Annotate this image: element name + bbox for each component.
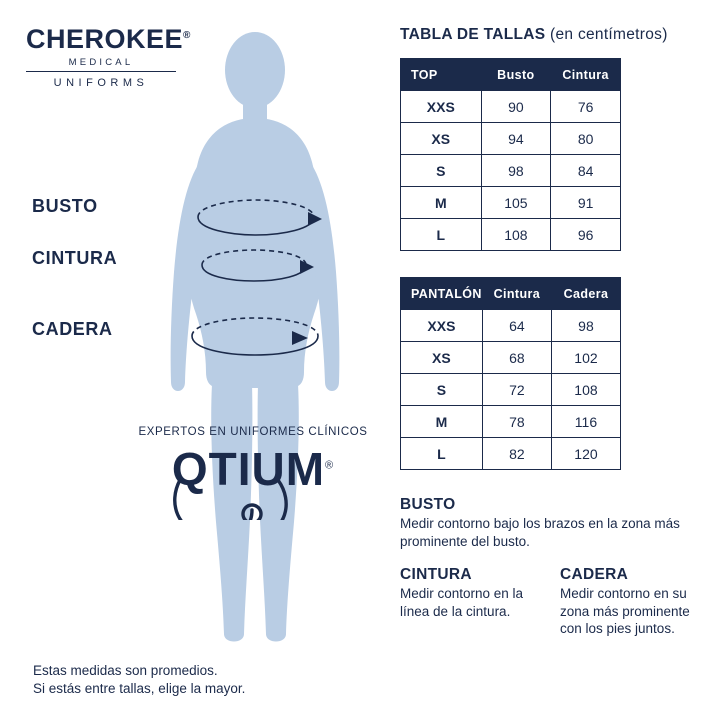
table-top-header-cintura: Cintura [551,59,621,91]
label-cintura: CINTURA [32,248,118,268]
table-top-header-row [401,59,621,91]
size-chart-title [400,26,696,44]
table-top-cintura: 91 [551,187,621,219]
size-chart-title-units: (en centímetros) [550,26,668,43]
qtium-wordmark [118,440,388,520]
instructions-block [400,496,696,638]
table-pantalon-size: XXS [401,310,483,342]
table-row [401,374,621,406]
right-column [400,26,696,638]
female-body-silhouette [140,22,370,662]
instruction-text-cadera: Medir contorno en su zona más prominente con los pies juntos. [560,586,690,637]
registered-mark: ® [183,30,191,41]
footer-note-line1: Estas medidas son promedios. [33,663,218,678]
label-busto: BUSTO [32,196,98,216]
table-pantalon-cintura: 78 [482,406,551,438]
table-row [401,310,621,342]
table-pantalon-header-cadera: Cadera [551,278,620,310]
table-top-header-busto: Busto [481,59,551,91]
instruction-text-cintura: Medir contorno en la línea de la cintura. [400,586,524,619]
footer-note [33,662,333,698]
qtium-registered-mark: ® [325,459,335,472]
table-top-size: M [401,187,482,219]
qtium-tagline: EXPERTOS EN UNIFORMES CLÍNICOS [138,426,368,438]
table-row [401,438,621,470]
table-top-cintura: 96 [551,219,621,251]
table-top-busto: 108 [481,219,551,251]
table-top-size: XXS [401,91,482,123]
table-top-size: S [401,155,482,187]
table-pantalon-size: M [401,406,483,438]
size-chart-title-bold: TABLA DE TALLAS [400,26,546,43]
label-cadera: CADERA [32,319,113,339]
brand-subtitle-uniforms: UNIFORMS [53,77,149,89]
table-pantalon [400,277,621,470]
table-pantalon-header-cintura: Cintura [482,278,551,310]
table-top-size: XS [401,123,482,155]
footer-note-line2: Si estás entre tallas, elige la mayor. [33,681,246,697]
qtium-logo-block [118,426,388,520]
table-pantalon-cadera: 98 [551,310,620,342]
table-pantalon-cadera: 120 [551,438,620,470]
qtium-word-text: QTIUM® [171,443,335,495]
instructions-row [400,566,696,638]
instruction-title-cadera: CADERA [560,566,629,584]
table-top-busto: 94 [481,123,551,155]
table-pantalon-cintura: 72 [482,374,551,406]
instruction-cadera [560,566,696,638]
table-row [401,406,621,438]
table-pantalon-cadera: 108 [551,374,620,406]
table-top-cintura: 76 [551,91,621,123]
table-top-cintura: 84 [551,155,621,187]
table-pantalon-header-row [401,278,621,310]
table-row [401,342,621,374]
table-row [401,187,621,219]
table-top-header-size: TOP [401,59,482,91]
table-top-size: L [401,219,482,251]
table-top-busto: 105 [481,187,551,219]
table-pantalon-size: S [401,374,483,406]
instruction-cintura [400,566,536,638]
table-top [400,58,621,251]
table-pantalon-header-size: PANTALÓN [401,278,483,310]
table-row [401,123,621,155]
table-pantalon-cintura: 82 [482,438,551,470]
table-pantalon-cadera: 116 [551,406,620,438]
table-pantalon-cintura: 64 [482,310,551,342]
table-top-busto: 90 [481,91,551,123]
table-pantalon-size: L [401,438,483,470]
table-top-cintura: 80 [551,123,621,155]
brand-name: CHEROKEE® [26,24,191,54]
table-pantalon-cintura: 68 [482,342,551,374]
table-row [401,91,621,123]
brand-subtitle-medical: MEDICAL [68,57,134,68]
table-top-busto: 98 [481,155,551,187]
table-pantalon-size: XS [401,342,483,374]
instruction-text-busto: Medir contorno bajo los brazos en la zona más prominente del busto. [400,516,680,549]
instruction-title-busto: BUSTO [400,496,456,513]
table-pantalon-cadera: 102 [551,342,620,374]
table-row [401,155,621,187]
table-row [401,219,621,251]
instruction-title-cintura: CINTURA [400,566,472,584]
